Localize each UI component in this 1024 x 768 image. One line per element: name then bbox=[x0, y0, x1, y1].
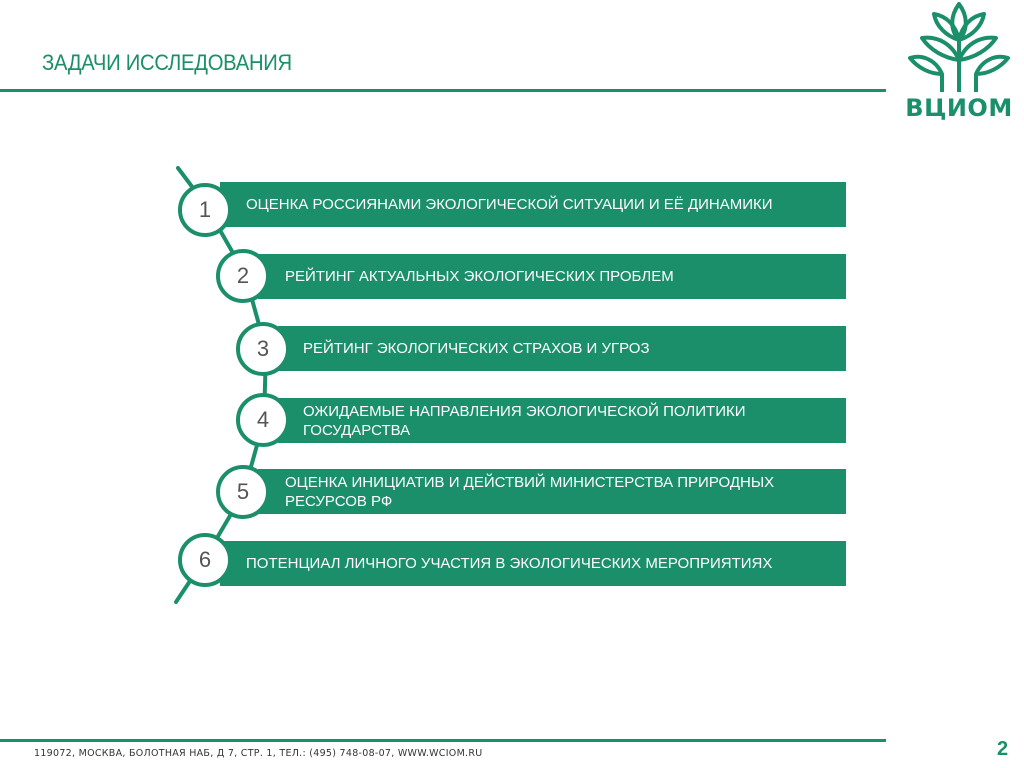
task-number: 1 bbox=[198, 197, 212, 222]
task-text: ПОТЕНЦИАЛ ЛИЧНОГО УЧАСТИЯ В ЭКОЛОГИЧЕСКИХ МЕРОПРИЯТИЯХ bbox=[246, 555, 773, 572]
task-number-circle bbox=[178, 183, 232, 237]
page-number: 2 bbox=[997, 738, 1009, 760]
task-band-2 bbox=[258, 254, 846, 299]
task-number: 5 bbox=[236, 479, 250, 504]
logo-wordmark: ВЦИОМ bbox=[905, 94, 1013, 122]
task-number-circle bbox=[216, 249, 270, 303]
task-text: ОЦЕНКА ИНИЦИАТИВ И ДЕЙСТВИЙ МИНИСТЕРСТВА ПРИРОДНЫХ РЕСУРСОВ РФ bbox=[285, 473, 775, 510]
task-number: 4 bbox=[256, 407, 270, 432]
task-band-1 bbox=[220, 182, 846, 227]
task-number-circle bbox=[216, 465, 270, 519]
task-band-3 bbox=[278, 326, 846, 371]
task-text: ОЦЕНКА РОССИЯНАМИ ЭКОЛОГИЧЕСКОЙ СИТУАЦИИ И ЕЁ ДИНАМИКИ bbox=[246, 196, 773, 213]
task-text: РЕЙТИНГ АКТУАЛЬНЫХ ЭКОЛОГИЧЕСКИХ ПРОБЛЕМ bbox=[285, 268, 674, 285]
task-number: 3 bbox=[256, 336, 270, 361]
footer-divider bbox=[0, 739, 886, 742]
task-band-6 bbox=[220, 541, 846, 586]
task-text: РЕЙТИНГ ЭКОЛОГИЧЕСКИХ СТРАХОВ И УГРОЗ bbox=[303, 340, 650, 357]
task-number: 6 bbox=[198, 547, 212, 572]
task-number-circle bbox=[178, 533, 232, 587]
task-number-circle bbox=[236, 322, 290, 376]
task-number-circle bbox=[236, 393, 290, 447]
task-text: ОЖИДАЕМЫЕ НАПРАВЛЕНИЯ ЭКОЛОГИЧЕСКОЙ ПОЛИТИКИ ГОСУДАРСТВА bbox=[303, 402, 746, 439]
title-divider bbox=[0, 89, 886, 92]
footer-contacts: 119072, МОСКВА, БОЛОТНАЯ НАБ, Д 7, СТР. 1, ТЕЛ.: (495) 748-08-07, WWW.WCIOM.RU bbox=[34, 748, 483, 759]
task-band-5 bbox=[258, 469, 846, 514]
task-number: 2 bbox=[236, 263, 250, 288]
slide-title: ЗАДАЧИ ИССЛЕДОВАНИЯ bbox=[42, 50, 292, 75]
task-band-4 bbox=[278, 398, 846, 443]
